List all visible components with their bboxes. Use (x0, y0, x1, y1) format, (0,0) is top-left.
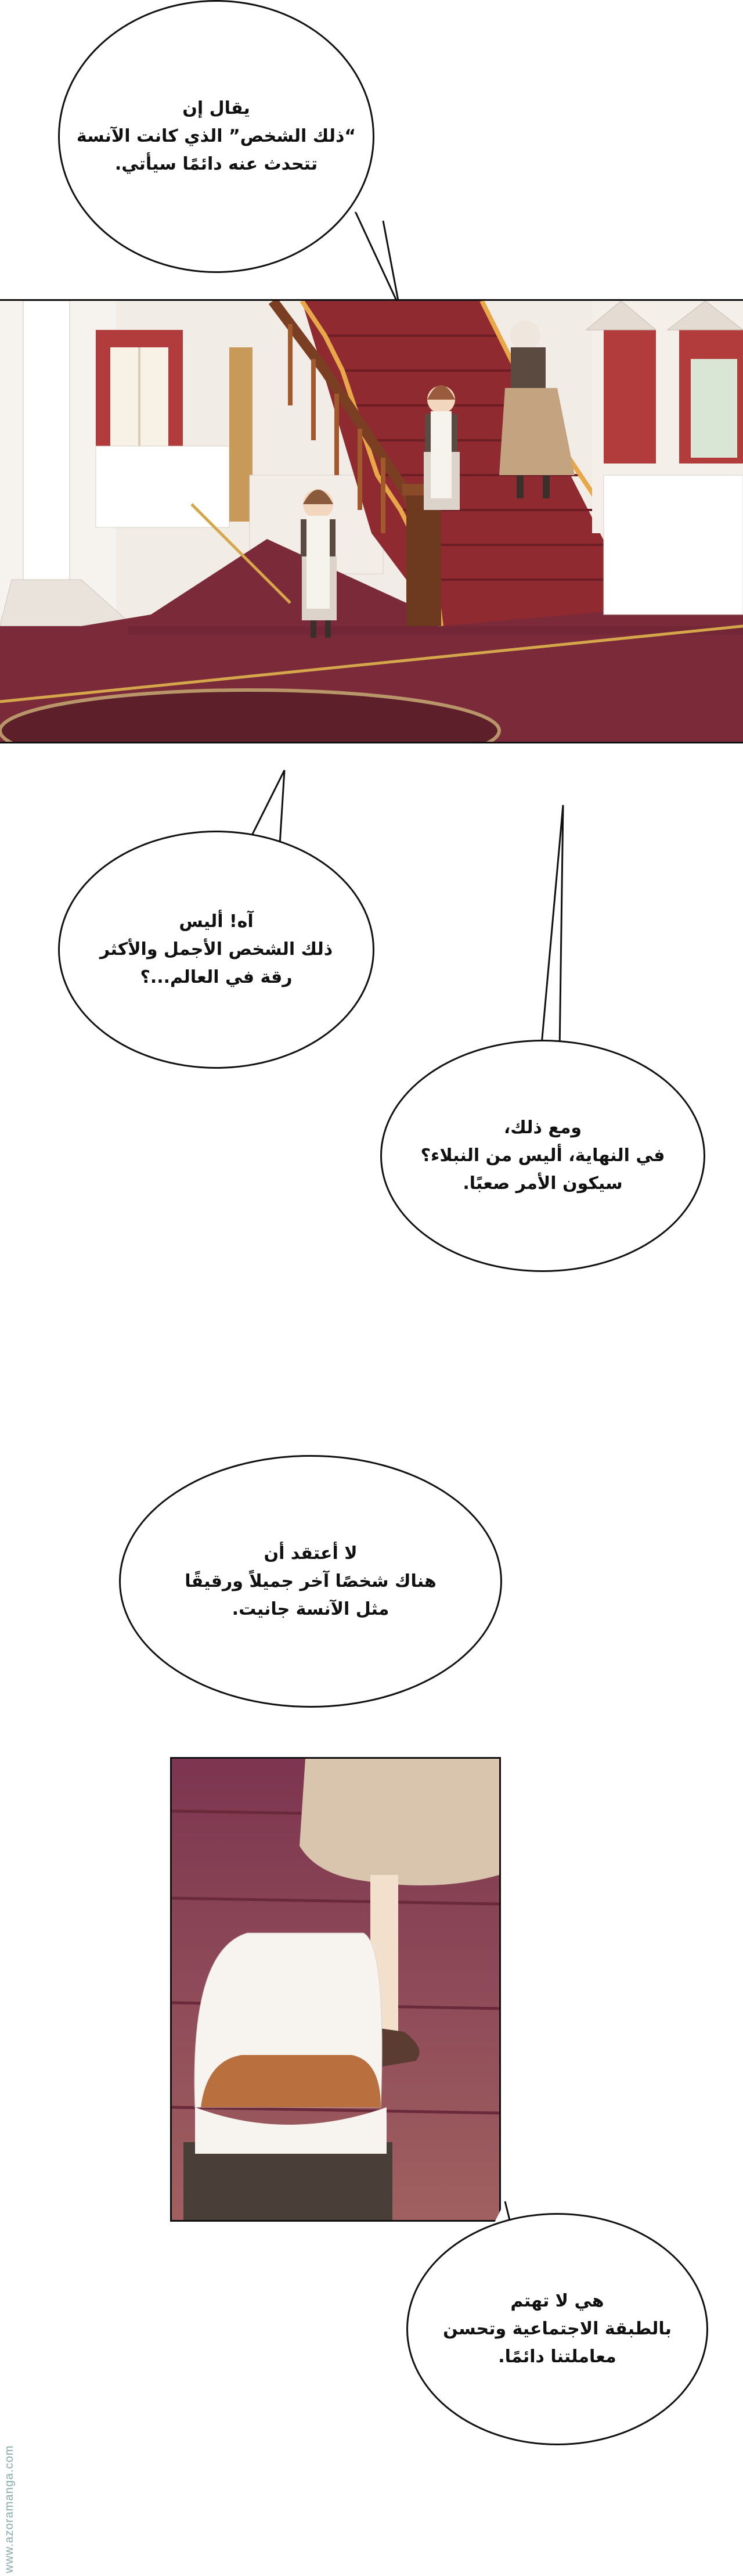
closeup-panel (170, 1757, 501, 2222)
maid-figure-2 (424, 385, 460, 510)
maid-figure-1 (301, 489, 337, 638)
staircase-panel (0, 299, 743, 743)
speech-bubble-2 (58, 831, 374, 1069)
speech-bubble-3-text: ومع ذلك، في النهاية، أليس من النبلاء؟ سيكون الأمر صعبًا. (420, 1118, 665, 1194)
speech-bubble-1-text: يقال إن “ذلك الشخص” الذي كانت الآنسة تتحدث عنه دائمًا سيأتي. (76, 98, 356, 174)
speech-bubble-4 (119, 1455, 502, 1708)
speech-bubble-4-text: لا أعتقد أن هناك شخصًا آخر جميلاً ورقيقًا مثل الآنسة جانيت. (185, 1543, 437, 1619)
speech-bubble-1-tail (348, 209, 418, 314)
speech-bubble-1 (58, 0, 374, 273)
speech-bubble-5 (406, 2213, 708, 2445)
staircase-illustration (0, 301, 743, 743)
closeup-illustration (172, 1759, 499, 2220)
site-watermark (0, 2323, 20, 2573)
speech-bubble-2-text: آه! أليس ذلك الشخص الأجمل والأكثر رقة في العالم...؟ (99, 911, 333, 987)
speech-bubble-3-tail (534, 802, 569, 1057)
speech-bubble-5-text: هي لا تهتم بالطبقة الاجتماعية وتحسن معاملتنا دائمًا. (443, 2291, 672, 2367)
site-watermark-text: www.azoramanga.com (3, 2445, 16, 2573)
speech-bubble-3 (380, 1040, 705, 1272)
